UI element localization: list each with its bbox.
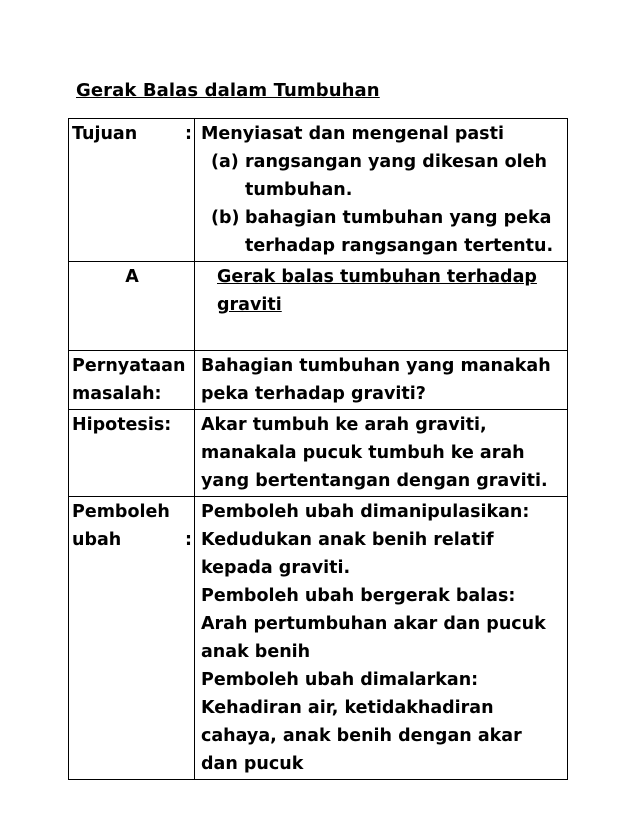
pemboleh-line: Pemboleh ubah dimanipulasikan: bbox=[201, 502, 530, 522]
label-cell-tujuan bbox=[69, 119, 195, 262]
label-cell-pemboleh-ubah bbox=[69, 497, 195, 780]
value-cell-tujuan bbox=[195, 119, 568, 262]
experiment-table bbox=[68, 118, 568, 780]
table-row-pemboleh-ubah bbox=[69, 497, 568, 780]
label-ubah: ubah bbox=[72, 530, 122, 550]
pernyataan-value: Bahagian tumbuhan yang manakah peka terhadap graviti? bbox=[201, 356, 551, 404]
value-cell-pernyataan bbox=[195, 351, 568, 410]
list-item-text: rangsangan yang dikesan oleh tumbuhan. bbox=[245, 152, 547, 200]
page-title: Gerak Balas dalam Tumbuhan bbox=[76, 80, 380, 101]
list-marker: (b) bbox=[211, 208, 240, 228]
pemboleh-line: Kehadiran air, ketidakhadiran cahaya, anak benih dengan akar dan pucuk bbox=[201, 698, 522, 774]
label-cell-hipotesis bbox=[69, 410, 195, 497]
a-value: Gerak balas tumbuhan terhadap graviti bbox=[217, 267, 537, 315]
value-cell-pemboleh-ubah bbox=[195, 497, 568, 780]
pemboleh-line: Kedudukan anak benih relatif kepada graviti. bbox=[201, 530, 494, 578]
value-cell-a bbox=[195, 262, 568, 351]
pemboleh-line: Pemboleh ubah dimalarkan: bbox=[201, 670, 479, 690]
label-colon: : bbox=[185, 530, 192, 550]
list-item-text: bahagian tumbuhan yang peka terhadap rangsangan tertentu. bbox=[245, 208, 554, 256]
label-pemboleh: Pemboleh bbox=[72, 502, 170, 522]
label-tujuan: Tujuan bbox=[72, 124, 138, 144]
label-a: A bbox=[125, 267, 139, 287]
pemboleh-line: Pemboleh ubah bergerak balas: Arah pertumbuhan akar dan pucuk anak benih bbox=[201, 586, 546, 662]
label-hipotesis: Hipotesis: bbox=[72, 415, 172, 435]
label-cell-pernyataan bbox=[69, 351, 195, 410]
hipotesis-value: Akar tumbuh ke arah graviti, manakala pucuk tumbuh ke arah yang bertentangan dengan graviti. bbox=[201, 415, 548, 491]
table-row-a bbox=[69, 262, 568, 351]
label-cell-a bbox=[69, 262, 195, 351]
list-item bbox=[201, 148, 563, 204]
table-row-hipotesis bbox=[69, 410, 568, 497]
value-cell-hipotesis bbox=[195, 410, 568, 497]
list-marker: (a) bbox=[211, 152, 239, 172]
label-pernyataan: Pernyataan masalah: bbox=[72, 356, 186, 404]
table-row-tujuan bbox=[69, 119, 568, 262]
label-colon: : bbox=[185, 124, 192, 144]
table-row-pernyataan bbox=[69, 351, 568, 410]
list-item bbox=[201, 204, 563, 260]
tujuan-intro: Menyiasat dan mengenal pasti bbox=[201, 124, 504, 144]
